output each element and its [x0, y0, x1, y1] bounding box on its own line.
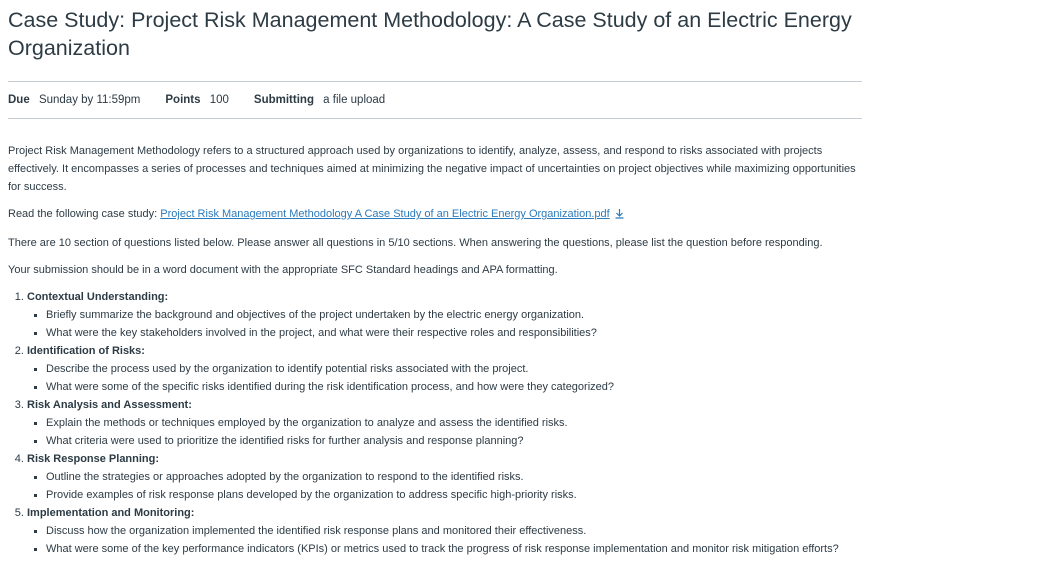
question-section [27, 396, 863, 450]
page-title: Case Study: Project Risk Management Methodology: A Case Study of an Electric Energy Organization [8, 8, 852, 60]
points-label: Points [165, 94, 201, 106]
assignment-content [8, 0, 863, 558]
points-value: 100 [209, 94, 229, 106]
intro-paragraph: Project Risk Management Methodology refers to a structured approach used by organizations to identify, analyze, assess, and respond to risks associated with projects effectively. It encompasses a series of processes and techniques aimed at minimizing the negative impact of uncertainties on project objectives while maximizing opportunities for success. [8, 145, 856, 193]
submitting-info [254, 94, 385, 106]
question-item: Describe the process used by the organization to identify potential risks associated with the project. [46, 360, 863, 378]
question-section [27, 504, 863, 558]
submission-paragraph: Your submission should be in a word document with the appropriate SFC Standard headings and APA formatting. [8, 264, 558, 276]
section-title: Implementation and Monitoring: [27, 507, 195, 519]
question-item: Provide examples of risk response plans developed by the organization to address specific high-priority risks. [46, 486, 863, 504]
question-item: Explain the methods or techniques employed by the organization to analyze and assess the identified risks. [46, 414, 863, 432]
question-item: What were some of the specific risks identified during the risk identification process, and how were they categorized? [46, 378, 863, 396]
section-title: Contextual Understanding: [27, 291, 169, 303]
due-value: Sunday by 11:59pm [38, 94, 141, 106]
section-questions [27, 468, 863, 504]
read-prefix: Read the following case study: [8, 208, 161, 220]
question-item: Outline the strategies or approaches adopted by the organization to respond to the identified risks. [46, 468, 863, 486]
section-title: Risk Analysis and Assessment: [27, 399, 192, 411]
question-item: Briefly summarize the background and objectives of the project undertaken by the electric energy organization. [46, 306, 863, 324]
submitting-label: Submitting [253, 94, 314, 106]
due-info [8, 94, 140, 106]
question-section [27, 288, 863, 342]
question-item: Discuss how the organization implemented the identified risk response plans and monitored their effectiveness. [46, 522, 863, 540]
submitting-value: a file upload [323, 94, 386, 106]
assignment-description [8, 142, 863, 558]
question-item: What were the key stakeholders involved in the project, and what were their respective roles and responsibilities? [46, 324, 863, 342]
question-sections [8, 288, 863, 558]
assignment-meta [8, 82, 863, 118]
section-questions [27, 522, 863, 558]
question-section [27, 450, 863, 504]
read-paragraph [8, 205, 863, 225]
section-questions [27, 360, 863, 396]
question-item: What were some of the key performance indicators (KPIs) or metrics used to track the progress of risk response implementation and monitor risk mitigation efforts? [46, 540, 863, 558]
section-title: Identification of Risks: [27, 345, 145, 357]
points-info [165, 94, 229, 106]
section-questions [27, 306, 863, 342]
due-label: Due [8, 94, 30, 106]
download-icon[interactable] [614, 207, 625, 225]
question-section [27, 342, 863, 396]
case-study-file-link[interactable]: Project Risk Management Methodology A Case Study of an Electric Energy Organization.pdf [160, 208, 610, 220]
divider [8, 118, 862, 119]
section-questions [27, 414, 863, 450]
section-title: Risk Response Planning: [27, 453, 160, 465]
question-item: What criteria were used to prioritize the identified risks for further analysis and response planning? [46, 432, 863, 450]
instructions-paragraph: There are 10 section of questions listed below. Please answer all questions in 5/10 sections. When answering the questions, please list the question before responding. [8, 237, 823, 249]
